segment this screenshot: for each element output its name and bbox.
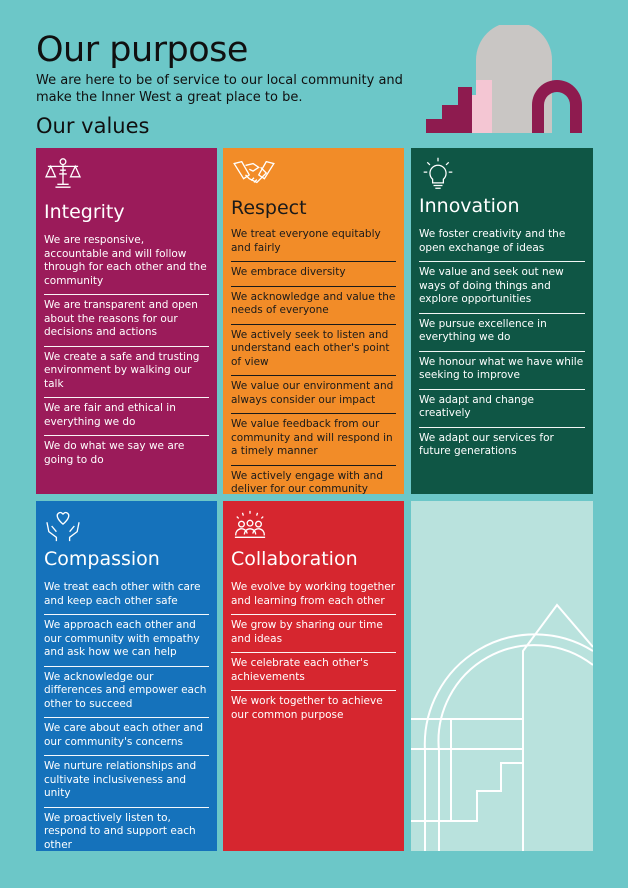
list-item: We embrace diversity [231, 262, 396, 287]
list-item: We foster creativity and the open exchange of ideas [419, 224, 585, 262]
integrity-card [36, 148, 217, 494]
list-item: We acknowledge and value the needs of everyone [231, 287, 396, 325]
list-item: We value and seek out new ways of doing things and explore opportunities [419, 262, 585, 314]
scales-icon [44, 156, 82, 190]
list-item: We proactively listen to, respond to and support each other [44, 811, 196, 851]
list-item: We do what we say we are going to do [44, 440, 185, 466]
people-group-icon [231, 509, 269, 543]
list-item: We adapt and change creatively [419, 390, 585, 428]
collaboration-card [223, 501, 404, 851]
list-item: We work together to achieve our common purpose [231, 695, 383, 721]
lightbulb-icon [419, 156, 457, 190]
list-item: We honour what we have while seeking to improve [419, 352, 585, 390]
innovation-list [419, 224, 585, 465]
list-item: We create a safe and trusting environment by walking our talk [44, 347, 209, 399]
list-item: We evolve by working together and learning from each other [231, 577, 396, 615]
list-item: We pursue excellence in everything we do [419, 314, 585, 352]
compassion-list [44, 577, 209, 851]
list-item: We are transparent and open about the reasons for our decisions and actions [44, 295, 209, 347]
list-item: We treat each other with care and keep each other safe [44, 577, 209, 615]
collaboration-list [231, 577, 396, 728]
list-item: We are fair and ethical in everything we do [44, 398, 209, 436]
integrity-title: Integrity [44, 201, 125, 223]
page-title: Our purpose [36, 30, 248, 70]
list-item: We nurture relationships and cultivate inclusiveness and unity [44, 756, 209, 808]
compassion-title: Compassion [44, 548, 160, 570]
list-item: We actively seek to listen and understand each other's point of view [231, 325, 396, 377]
heart-hands-icon [44, 509, 82, 543]
respect-list [231, 224, 396, 494]
innovation-title: Innovation [419, 195, 520, 217]
arch-line-art [411, 501, 593, 851]
list-item: We celebrate each other's achievements [231, 653, 396, 691]
list-item: We actively engage with and deliver for our community [231, 469, 383, 494]
integrity-list [44, 230, 209, 473]
respect-title: Respect [231, 197, 307, 219]
list-item: We treat everyone equitably and fairly [231, 224, 396, 262]
list-item: We value feedback from our community and will respond in a timely manner [231, 414, 396, 466]
list-item: We approach each other and our community with empathy and ask how we can help [44, 615, 209, 667]
compassion-card [36, 501, 217, 851]
innovation-card [411, 148, 593, 494]
list-item: We care about each other and our community's concerns [44, 718, 209, 756]
handshake-icon [231, 156, 277, 190]
respect-card [223, 148, 404, 494]
list-item: We are responsive, accountable and will follow through for each other and the community [44, 230, 209, 295]
list-item: We adapt our services for future generations [419, 431, 554, 457]
collaboration-title: Collaboration [231, 548, 358, 570]
list-item: We value our environment and always consider our impact [231, 376, 396, 414]
decorative-line-art-panel [411, 501, 593, 851]
list-item: We acknowledge our differences and empower each other to succeed [44, 667, 209, 719]
list-item: We grow by sharing our time and ideas [231, 615, 396, 653]
building-arch-illustration [424, 25, 594, 135]
purpose-statement: We are here to be of service to our local community and make the Inner West a great place to be. [36, 73, 403, 105]
values-heading: Our values [36, 114, 150, 138]
